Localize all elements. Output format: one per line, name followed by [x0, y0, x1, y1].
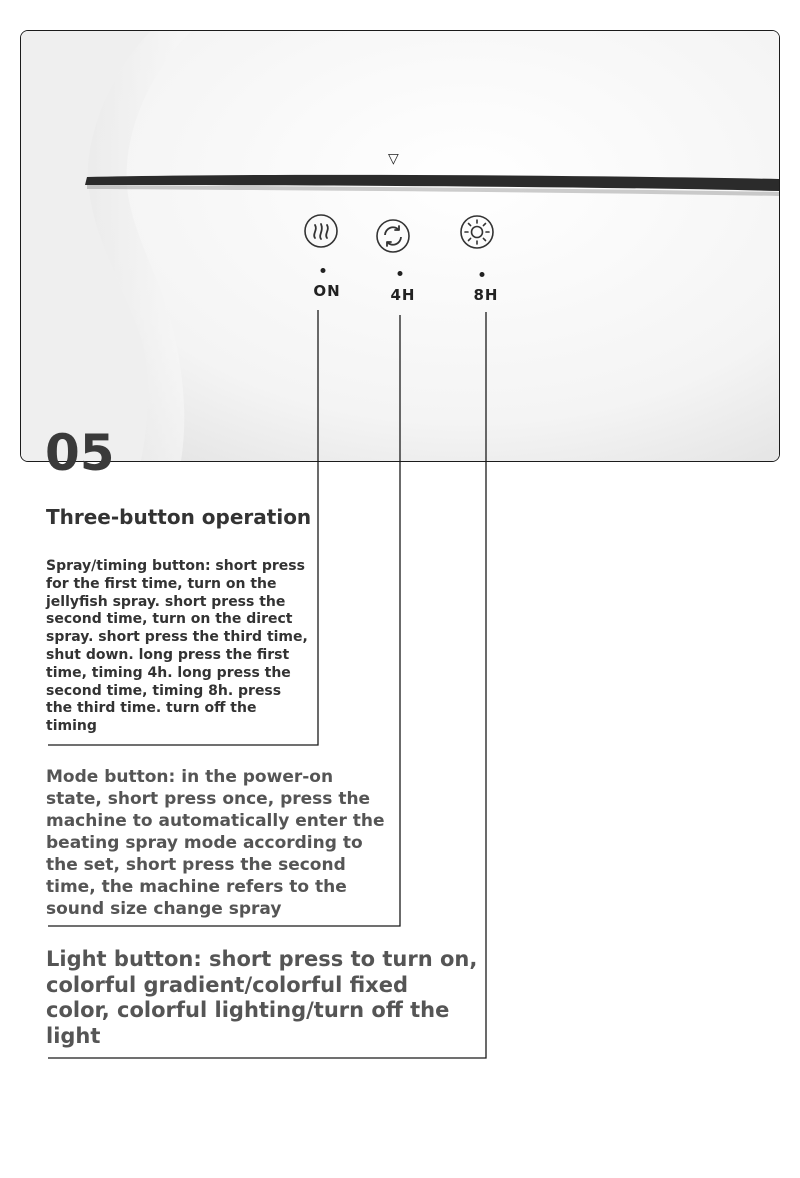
product-photo [20, 30, 780, 462]
spray-button-description: Spray/timing button: short press for the first time, turn on the jellyfish spray. short press the second time, turn on the direct spray. short press the third time, shut down. long press the first time, timing 4h. long press the second time, timing 8h. press the third time. turn off the timing [46, 558, 308, 735]
cycle-icon[interactable] [375, 218, 411, 254]
8h-indicator-dot [480, 272, 485, 277]
section-title: Three-button operation [46, 505, 312, 529]
section-number: 05 [45, 424, 115, 482]
on-indicator-dot [321, 268, 326, 273]
mode-button-description: Mode button: in the power-on state, short press once, press the machine to automatically enter the beating spray mode according to the set, short press the second time, the machine refers to the sound size change spray [46, 767, 385, 919]
8h-label: 8H [473, 286, 499, 304]
alignment-marker: ▽ [388, 151, 399, 167]
on-label: ON [313, 282, 341, 300]
light-button-description: Light button: short press to turn on, colorful gradient/colorful fixed color, colorful lighting/turn off the light [46, 947, 478, 1048]
light-icon[interactable] [459, 214, 495, 250]
4h-indicator-dot [398, 271, 403, 276]
4h-label: 4H [390, 286, 416, 304]
steam-icon[interactable] [303, 213, 339, 249]
